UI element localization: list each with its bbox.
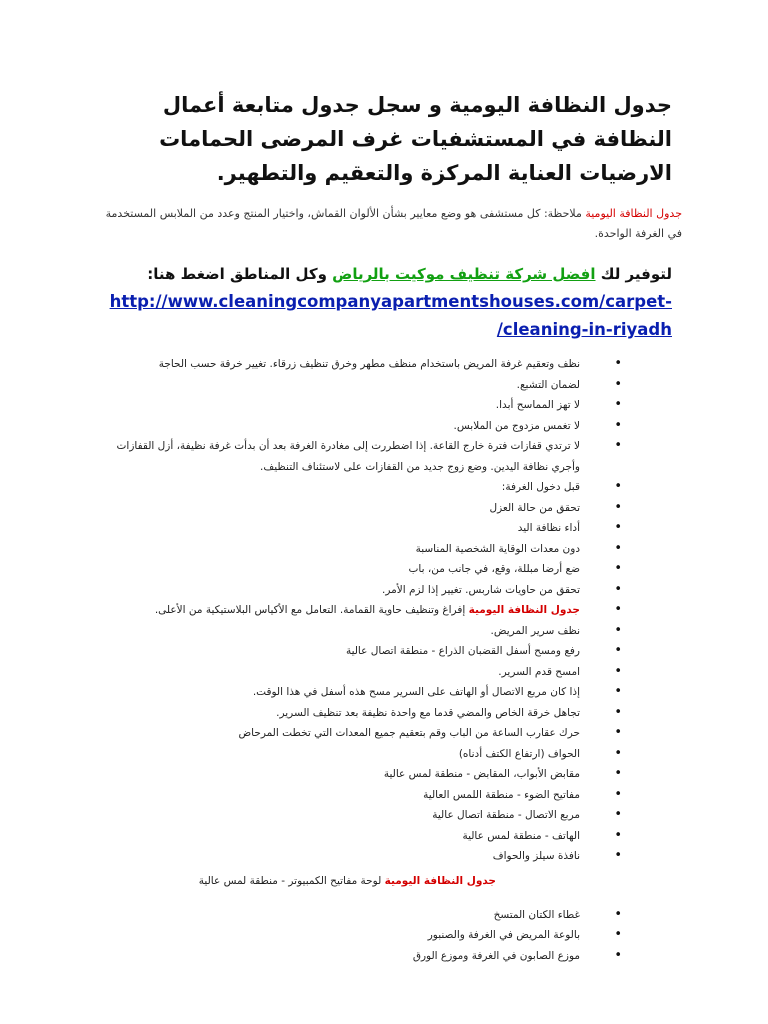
list-item (96, 416, 580, 437)
item-text: رفع ومسح أسفل القضبان الذراع - منطقة اتصال عالية (345, 645, 580, 657)
item-text: دون معدات الوقاية الشخصية المناسبة (415, 542, 580, 555)
promo-before: لتوفير لك (595, 265, 672, 283)
url-line-2[interactable]: /cleaning-in-riyadh (496, 320, 672, 339)
sink-checklist (96, 905, 672, 967)
list-item (96, 436, 580, 477)
item-text: لضمان التشبع. (516, 378, 580, 391)
list-item (96, 580, 580, 601)
promo-line (96, 260, 672, 288)
promo-link[interactable]: افضل شركة تنظيف موكيت بالرياض (332, 265, 596, 283)
item-text: أداء نظافة اليد (517, 522, 580, 534)
list-item (96, 375, 580, 396)
list-item (96, 395, 580, 416)
item-text: تحقق من حاويات شاربس. تغيير إذا لزم الأمر. (381, 583, 580, 596)
list-item (96, 946, 580, 967)
item-text: مفاتيح الضوء - منطقة اللمس العالية (423, 788, 580, 801)
item-text: امسح قدم السرير. (498, 665, 580, 678)
list-item (96, 354, 580, 375)
list-item (96, 559, 580, 580)
item-text: نظف سرير المريض. (490, 624, 580, 637)
item-text: الحواف (ارتفاع الكتف أدناه) (458, 747, 580, 760)
item-text: تجاهل خرقة الخاص والمضي قدما مع واحدة نظيفة بعد تنظيف السرير. (276, 706, 580, 719)
item-text: لا تهز المماسح أبدا. (495, 399, 580, 411)
list-item (96, 703, 580, 724)
list-item (96, 905, 580, 926)
list-item (96, 805, 580, 826)
keyboard-note (96, 871, 672, 891)
item-text: مربع الاتصال - منطقة اتصال عالية (432, 809, 580, 821)
item-text: الهاتف - منطقة لمس عالية (462, 829, 580, 842)
list-item (96, 518, 580, 539)
item-text: غطاء الكتان المتسخ (493, 908, 580, 921)
list-item (96, 846, 580, 867)
list-item (96, 826, 580, 847)
item-text: نافذة سيلز والحواف (492, 850, 580, 862)
list-item (96, 477, 580, 498)
promo-after: وكل المناطق اضغط هنا: (147, 265, 333, 283)
url-link[interactable] (96, 288, 672, 344)
item-text: لا ترتدي قفازات فترة خارج القاعة. إذا اضطررت إلى مغادرة الغرفة بعد أن بدأت غرفة نظيفة، أزل القفازات وأجري نظافة اليدين. وضع زوج جديد من القفازات على لاستئناف التنظيف. (116, 440, 580, 473)
note-label: جدول النظافة اليومية (585, 207, 682, 220)
document-title: جدول النظافة اليومية و سجل جدول متابعة أعمال النظافة في المستشفيات غرف المرضى الحمامات الارضيات العناية المركزة والتعقيم والتطهير. (159, 93, 672, 185)
subnote-text: لوحة مفاتيح الكمبيوتر - منطقة لمس عالية (198, 874, 385, 887)
list-item (96, 682, 580, 703)
list-item (96, 498, 580, 519)
item-label: جدول النظافة اليومية (468, 604, 580, 616)
item-text: قبل دخول الغرفة: (501, 481, 580, 493)
list-item (96, 785, 580, 806)
item-text: بالوعة المريض في الغرفة والصنبور (427, 929, 580, 941)
item-text: إفراغ وتنظيف حاوية القمامة. التعامل مع الأكياس البلاستيكية من الأعلى. (154, 604, 469, 616)
list-item (96, 641, 580, 662)
item-text: مقابض الأبواب، المقابض - منطقة لمس عالية (383, 768, 580, 780)
item-text: ضع أرضا مبللة، وقع، في جانب من، باب (408, 563, 580, 575)
item-text: نظف وتعقيم غرفة المريض باستخدام منظف مطهر وخرق تنظيف زرقاء. تغيير خرقة حسب الحاجة (158, 358, 580, 370)
intro-note (94, 204, 682, 244)
list-item (96, 925, 580, 946)
list-item (96, 600, 580, 621)
item-text: لا تغمس مزدوج من الملابس. (453, 419, 580, 432)
cleaning-checklist (96, 354, 672, 867)
item-text: إذا كان مربع الاتصال أو الهاتف على السرير مسح هذه أسفل في هذا الوقت. (252, 686, 580, 698)
list-item (96, 662, 580, 683)
item-text: موزع الصابون في الغرفة وموزع الورق (412, 949, 580, 962)
list-item (96, 723, 580, 744)
note-text: ملاحظة: كل مستشفى هو وضع معايير بشأن الألوان القماش، واختيار المنتج وعدد من الملابس المستخدمة في الغرفة الواحدة. (105, 207, 682, 240)
item-text: حرك عقارب الساعة من الباب وقم بتعقيم جميع المعدات التي تخطت المرحاض (238, 727, 580, 739)
list-item (96, 744, 580, 765)
item-text: تحقق من حالة العزل (489, 501, 580, 514)
url-line-1[interactable]: http://www.cleaningcompanyapartmentshouses.com/carpet- (109, 292, 672, 311)
list-item (96, 621, 580, 642)
subnote-label: جدول النظافة اليومية (384, 874, 496, 887)
list-item (96, 539, 580, 560)
list-item (96, 764, 580, 785)
